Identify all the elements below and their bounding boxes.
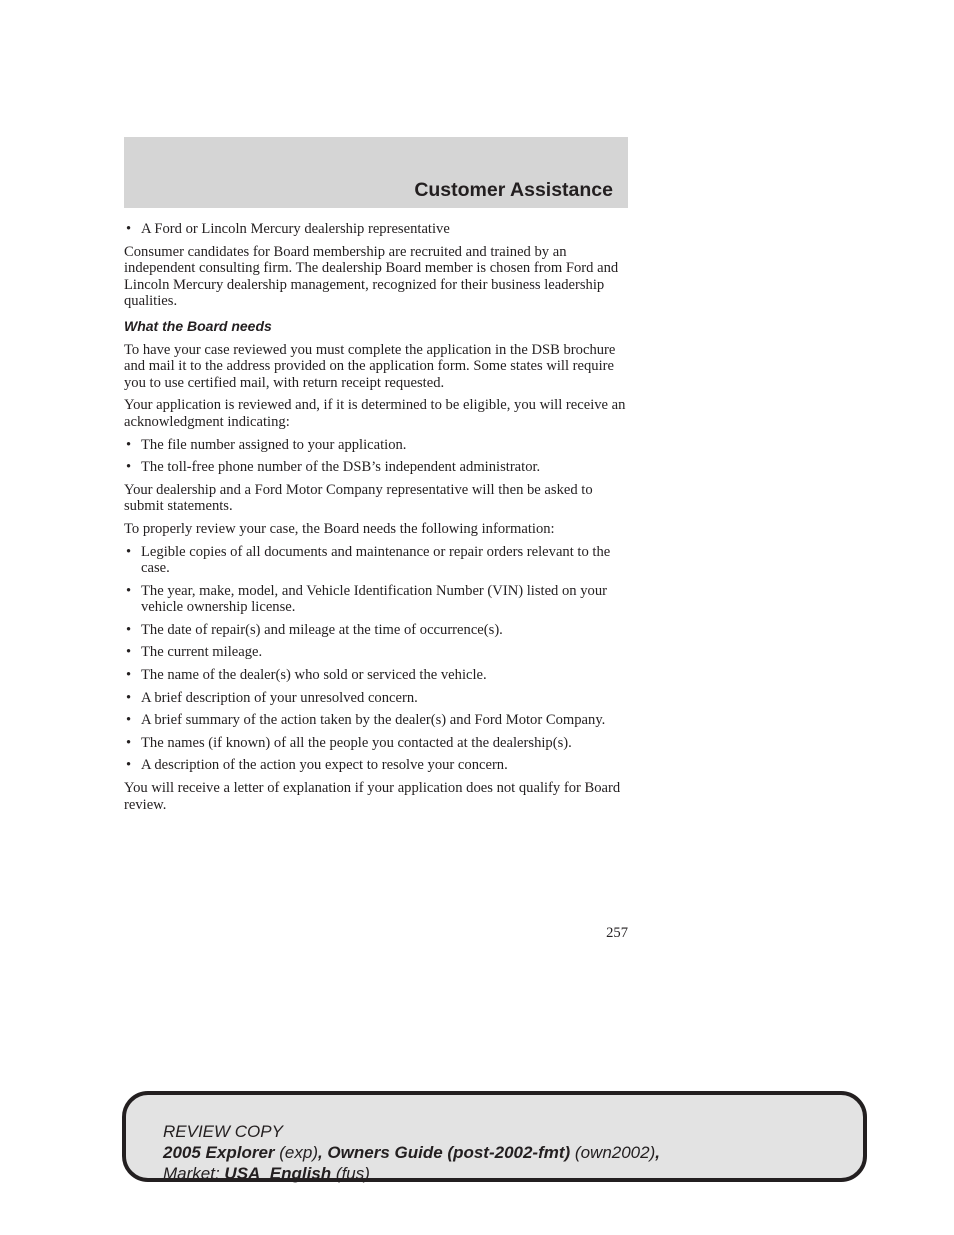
intro-bullet-list (124, 221, 628, 238)
section-header-band (124, 137, 628, 208)
paragraph-acknowledgment: Your application is reviewed and, if it is determined to be eligible, you will receive an acknowledgment indicating: (124, 397, 626, 430)
bullet-icon: • (126, 582, 132, 599)
list-item: • The toll-free phone number of the DSB’s independent administrator. (126, 459, 541, 476)
list-item: • The year, make, model, and Vehicle Identification Number (VIN) listed on your vehicle ownership license. (126, 582, 607, 616)
list-item: • The file number assigned to your application. (126, 436, 407, 453)
page-number: 257 (606, 925, 628, 941)
bullet-icon: • (126, 543, 132, 560)
page-content (124, 221, 628, 819)
bullet-icon: • (126, 667, 132, 684)
list-item: • A brief description of your unresolved concern. (126, 689, 418, 706)
review-copy-label: REVIEW COPY (163, 1122, 283, 1141)
review-copy-text (163, 1121, 660, 1184)
bullet-icon: • (126, 644, 132, 661)
paragraph-letter: You will receive a letter of explanation if your application does not qualify for Board review. (124, 780, 621, 813)
review-copy-market-line: Market: USA_English (fus) (163, 1164, 370, 1183)
paragraph-statements: Your dealership and a Ford Motor Company representative will then be asked to submit statements. (124, 481, 593, 515)
review-copy-model-line: 2005 Explorer (exp), Owners Guide (post-2002-fmt) (own2002), (163, 1143, 660, 1162)
bullet-icon: • (126, 757, 132, 774)
acknowledgment-bullet-list (124, 437, 628, 476)
list-item: • The current mileage. (126, 644, 263, 661)
bullet-icon: • (126, 436, 132, 453)
paragraph-candidates: Consumer candidates for Board membership are recruited and trained by an independent consulting firm. The dealership Board member is chosen from Ford and Lincoln Mercury dealership management, recognized for their business leadership qualities. (124, 243, 619, 310)
list-item: • A description of the action you expect to resolve your concern. (126, 757, 508, 774)
bullet-icon: • (126, 712, 132, 729)
list-item: • The names (if known) of all the people you contacted at the dealership(s). (126, 734, 572, 751)
information-bullet-list (124, 544, 628, 775)
list-item: • A Ford or Lincoln Mercury dealership representative (126, 221, 450, 237)
paragraph-information: To properly review your case, the Board needs the following information: (124, 520, 555, 537)
bullet-icon: • (126, 459, 132, 476)
subheading: What the Board needs (124, 317, 272, 334)
bullet-icon: • (126, 621, 132, 638)
bullet-icon: • (126, 734, 132, 751)
list-item: • A brief summary of the action taken by the dealer(s) and Ford Motor Company. (126, 712, 606, 729)
review-copy-box (122, 1091, 867, 1182)
list-item: • The date of repair(s) and mileage at the time of occurrence(s). (126, 621, 503, 638)
section-title: Customer Assistance (414, 179, 613, 201)
bullet-icon: • (126, 689, 132, 706)
bullet-icon: • (126, 221, 132, 237)
paragraph-review: To have your case reviewed you must complete the application in the DSB brochure and mail it to the address provided on the application form. Some states will require you to use certified mail, with return receipt requested. (124, 341, 616, 391)
list-item: • Legible copies of all documents and maintenance or repair orders relevant to the case. (126, 543, 611, 577)
list-item: • The name of the dealer(s) who sold or serviced the vehicle. (126, 667, 487, 684)
